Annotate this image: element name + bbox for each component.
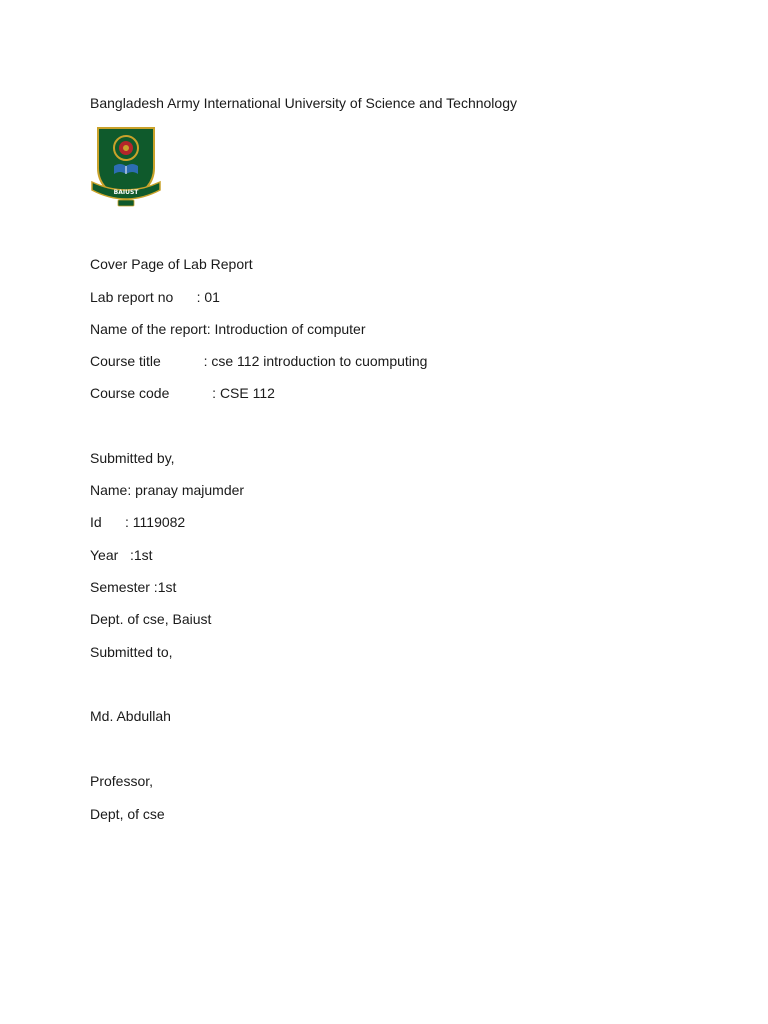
submitted-by-heading: Submitted by,: [90, 450, 175, 466]
report-name: Name of the report: Introduction of computer: [90, 321, 366, 337]
university-name: Bangladesh Army International University of Science and Technology: [90, 95, 517, 111]
student-year: Year :1st: [90, 547, 153, 563]
cover-title: Cover Page of Lab Report: [90, 256, 253, 272]
lab-report-no: Lab report no : 01: [90, 289, 220, 305]
student-id: Id : 1119082: [90, 514, 186, 530]
course-title: Course title : cse 112 introduction to cuomputing: [90, 353, 428, 369]
course-code: Course code : CSE 112: [90, 385, 275, 401]
student-semester: Semester :1st: [90, 579, 177, 595]
teacher-dept: Dept, of cse: [90, 806, 165, 822]
student-dept: Dept. of cse, Baiust: [90, 611, 212, 627]
teacher-name: Md. Abdullah: [90, 708, 171, 724]
student-name: Name: pranay majumder: [90, 482, 245, 498]
baiust-crest-logo-icon: [90, 124, 162, 210]
submitted-to-heading: Submitted to,: [90, 644, 173, 660]
teacher-title: Professor,: [90, 773, 154, 789]
logo-text: BAIUST: [113, 189, 139, 196]
